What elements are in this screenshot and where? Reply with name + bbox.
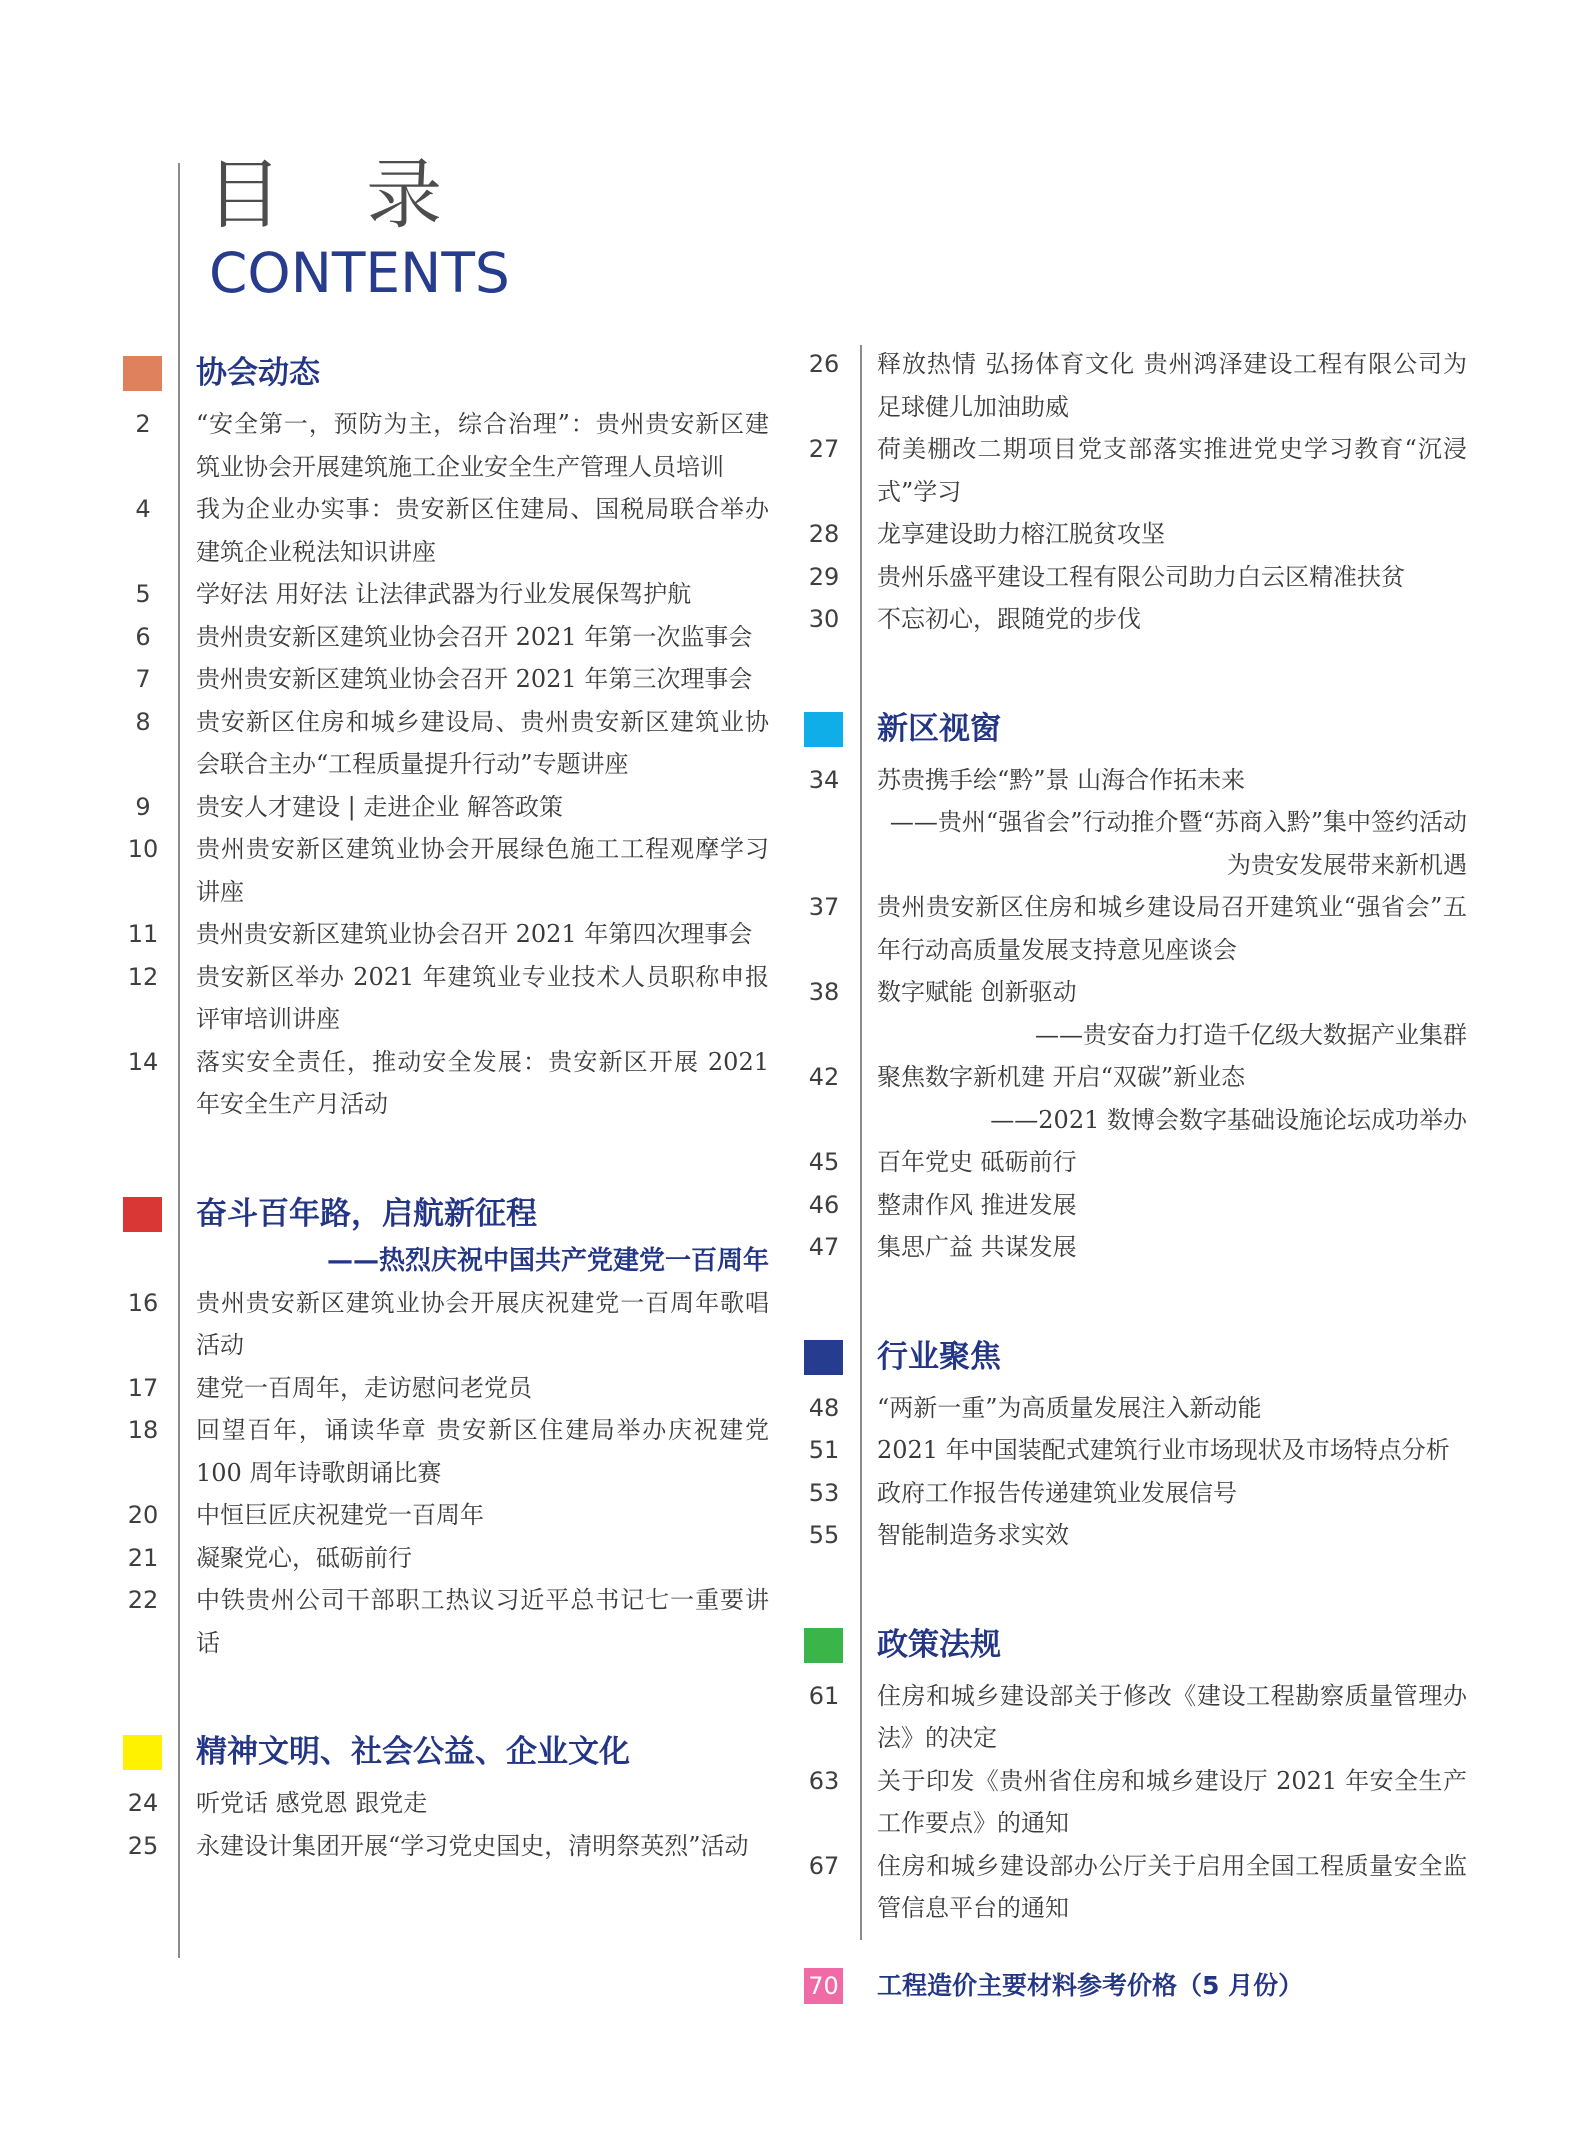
- toc-entry-title: 贵州贵安新区建筑业协会召开 2021 年第三次理事会: [196, 665, 753, 693]
- toc-entry-title: 贵安新区住房和城乡建设局、贵州贵安新区建筑业协会联合主办“工程质量提升行动”专题讲座: [196, 707, 769, 778]
- toc-entry-title: 不忘初心，跟随党的步伐: [877, 605, 1141, 633]
- section-title: 行业聚焦: [877, 1338, 1001, 1375]
- toc-entry[interactable]: [119, 658, 769, 701]
- section-header[interactable]: [119, 1722, 769, 1782]
- toc-page-number: 34: [808, 765, 840, 794]
- toc-entry-title: 整肃作风 推进发展: [877, 1190, 1077, 1219]
- toc-entry[interactable]: [119, 701, 769, 786]
- section-header[interactable]: [800, 699, 1480, 759]
- toc-entry-title: 建党一百周年，走访慰问老党员: [196, 1373, 532, 1402]
- toc-page-number: 22: [127, 1586, 159, 1614]
- right-toc-column: [800, 343, 1480, 1988]
- toc-entry-title: 集思广益 共谋发展: [877, 1233, 1077, 1261]
- toc-entry-title: 聚焦数字新机建 开启“双碳”新业态: [877, 1063, 1246, 1091]
- toc-page-number: 21: [127, 1543, 159, 1572]
- toc-entry-title: 住房和城乡建设部办公厅关于启用全国工程质量安全监管信息平台的通知: [877, 1851, 1467, 1922]
- toc-page-number: 5: [135, 580, 151, 608]
- toc-entry[interactable]: [119, 1367, 769, 1410]
- toc-page-number: 61: [808, 1681, 840, 1710]
- toc-entry-title: 贵州贵安新区建筑业协会开展绿色施工工程观摩学习讲座: [196, 835, 769, 906]
- toc-section: [119, 1722, 769, 1867]
- toc-entry-title: 荷美棚改二期项目党支部落实推进党史学习教育“沉浸式”学习: [877, 435, 1467, 506]
- toc-entry[interactable]: [119, 786, 769, 829]
- toc-entry-title: 学好法 用好法 让法律武器为行业发展保驾护航: [196, 580, 692, 608]
- page-title-en: CONTENTS: [209, 241, 510, 305]
- toc-page-number: 10: [127, 835, 159, 863]
- toc-page-number: 24: [127, 1789, 159, 1817]
- toc-entry-title: 中铁贵州公司干部职工热议习近平总书记七一重要讲话: [196, 1586, 769, 1657]
- toc-page-number: 63: [808, 1766, 840, 1795]
- toc-entry[interactable]: [800, 1429, 1480, 1472]
- toc-entry-subtitle: ——贵州“强省会”行动推介暨“苏商入黔”集中签约活动为贵安发展带来新机遇: [889, 808, 1467, 879]
- toc-page-number: 29: [808, 562, 840, 591]
- toc-entry-title: 苏贵携手绘“黔”景 山海合作拓未来: [877, 765, 1246, 794]
- section-color-marker: [804, 1628, 843, 1663]
- toc-page-number: 2: [135, 410, 151, 438]
- toc-continued-entries: [800, 343, 1480, 641]
- toc-entry[interactable]: [119, 1782, 769, 1825]
- toc-entry-title: “安全第一，预防为主，综合治理”：贵州贵安新区建筑业协会开展建筑施工企业安全生产管理人员培训: [196, 410, 769, 481]
- toc-entry[interactable]: [119, 1825, 769, 1868]
- toc-entry-title: 听党话 感党恩 跟党走: [196, 1789, 428, 1817]
- section-color-marker: [804, 712, 843, 747]
- toc-page-number: 47: [808, 1233, 840, 1261]
- toc-entry[interactable]: [800, 1675, 1480, 1760]
- left-toc-column: [119, 343, 769, 1925]
- toc-entry-title: 百年党史 砥砺前行: [877, 1148, 1077, 1176]
- toc-page-number: 12: [127, 962, 159, 991]
- toc-section: [800, 699, 1480, 1269]
- toc-entry-title: 释放热情 弘扬体育文化 贵州鸿泽建设工程有限公司为足球健儿加油助威: [877, 350, 1467, 421]
- section-title: 政策法规: [877, 1626, 1001, 1663]
- toc-entry[interactable]: [800, 1472, 1480, 1515]
- toc-entry-title: 关于印发《贵州省住房和城乡建设厅 2021 年安全生产工作要点》的通知: [877, 1766, 1467, 1837]
- toc-page-number: 38: [808, 978, 840, 1006]
- toc-entry-title: 我为企业办实事：贵安新区住建局、国税局联合举办建筑企业税法知识讲座: [196, 495, 769, 566]
- toc-entry[interactable]: [800, 513, 1480, 556]
- toc-entry-title: 中恒巨匠庆祝建党一百周年: [196, 1501, 484, 1529]
- section-header[interactable]: [119, 1184, 769, 1244]
- toc-page-number: 45: [808, 1148, 840, 1176]
- toc-entry-title: 贵州乐盛平建设工程有限公司助力白云区精准扶贫: [877, 562, 1405, 591]
- toc-entry[interactable]: [119, 616, 769, 659]
- toc-entry[interactable]: [800, 1514, 1480, 1557]
- toc-entry-title: 凝聚党心，砥砺前行: [196, 1543, 412, 1572]
- toc-page-number: 17: [127, 1373, 159, 1402]
- toc-entry-title: 贵安新区举办 2021 年建筑业专业技术人员职称申报评审培训讲座: [196, 962, 769, 1033]
- toc-entry-title: 数字赋能 创新驱动: [877, 978, 1077, 1006]
- toc-entry[interactable]: [119, 573, 769, 616]
- toc-entry[interactable]: [800, 343, 1480, 428]
- toc-page-number: 42: [808, 1063, 840, 1091]
- toc-entry-title: 2021 年中国装配式建筑行业市场现状及市场特点分析: [877, 1436, 1450, 1464]
- toc-entry[interactable]: [800, 886, 1480, 971]
- toc-page-number: 16: [127, 1288, 159, 1317]
- toc-entry[interactable]: [119, 1494, 769, 1537]
- toc-page-number: 27: [808, 435, 840, 463]
- toc-page-number: 30: [808, 605, 840, 633]
- toc-entry-subtitle: ——2021 数博会数字基础设施论坛成功举办: [990, 1105, 1467, 1134]
- toc-section: [119, 343, 769, 1126]
- toc-entry[interactable]: [800, 1387, 1480, 1430]
- final-page-number: 70: [804, 1968, 843, 2004]
- toc-page-number: 18: [127, 1416, 159, 1444]
- toc-entry[interactable]: [800, 1141, 1480, 1184]
- toc-entry-subtitle: ——贵安奋力打造千亿级大数据产业集群: [1035, 1020, 1467, 1049]
- toc-entry[interactable]: [119, 956, 769, 1041]
- toc-entry[interactable]: [800, 1056, 1480, 1141]
- toc-entry[interactable]: [800, 598, 1480, 641]
- section-header[interactable]: [800, 1615, 1480, 1675]
- section-header[interactable]: [800, 1327, 1480, 1387]
- toc-entry[interactable]: [119, 488, 769, 573]
- toc-page-number: 8: [135, 707, 151, 736]
- toc-page-number: 14: [127, 1047, 159, 1076]
- toc-entry[interactable]: [119, 1409, 769, 1494]
- toc-entry[interactable]: [119, 1537, 769, 1580]
- toc-page-number: 28: [808, 520, 840, 548]
- toc-entry[interactable]: [119, 913, 769, 956]
- toc-entry-title: 贵州贵安新区建筑业协会召开 2021 年第四次理事会: [196, 920, 753, 948]
- section-header[interactable]: [119, 343, 769, 403]
- final-entry-title: 工程造价主要材料参考价格（5 月份）: [877, 1971, 1304, 2000]
- toc-page-number: 9: [135, 792, 151, 821]
- toc-page-number: 7: [135, 665, 151, 693]
- section-color-marker: [123, 356, 162, 391]
- toc-entry[interactable]: [800, 1226, 1480, 1269]
- toc-entry-title: 落实安全责任，推动安全发展：贵安新区开展 2021 年安全生产月活动: [196, 1047, 769, 1118]
- toc-entry-title: 龙享建设助力榕江脱贫攻坚: [877, 520, 1165, 548]
- section-title: 协会动态: [196, 355, 320, 391]
- toc-entry-title: 智能制造务求实效: [877, 1521, 1069, 1549]
- toc-section: [800, 1327, 1480, 1557]
- toc-entry[interactable]: [800, 428, 1480, 513]
- toc-entry-title: 贵州贵安新区住房和城乡建设局召开建筑业“强省会”五年行动高质量发展支持意见座谈会: [877, 893, 1467, 964]
- toc-entry[interactable]: [119, 403, 769, 488]
- toc-page-number: 67: [808, 1851, 840, 1880]
- section-color-marker: [123, 1735, 162, 1770]
- toc-entry[interactable]: [800, 1184, 1480, 1227]
- section-title: 新区视窗: [877, 710, 1001, 747]
- toc-entry[interactable]: [800, 1845, 1480, 1930]
- toc-page-number: 4: [135, 495, 151, 523]
- toc-page-number: 26: [808, 350, 840, 378]
- toc-page-number: 25: [127, 1831, 159, 1860]
- toc-page-number: 11: [127, 920, 159, 948]
- toc-entry-title: “两新一重”为高质量发展注入新动能: [877, 1393, 1262, 1422]
- section-subtitle: ——热烈庆祝中国共产党建党一百周年: [326, 1245, 769, 1276]
- toc-entry[interactable]: [800, 556, 1480, 599]
- toc-page-number: 6: [135, 622, 151, 651]
- toc-page-number: 37: [808, 893, 840, 921]
- toc-entry-title: 贵州贵安新区建筑业协会召开 2021 年第一次监事会: [196, 622, 753, 651]
- toc-entry[interactable]: [800, 1760, 1480, 1845]
- toc-entry[interactable]: [800, 971, 1480, 1056]
- toc-entry-title: 政府工作报告传递建筑业发展信号: [877, 1478, 1237, 1507]
- toc-entry-title: 永建设计集团开展“学习党史国史，清明祭英烈”活动: [196, 1831, 749, 1860]
- toc-page-number: 53: [808, 1478, 840, 1507]
- toc-page-number: 46: [808, 1190, 840, 1219]
- section-title: 奋斗百年路，启航新征程: [196, 1195, 537, 1232]
- toc-entry[interactable]: [119, 1579, 769, 1664]
- toc-page-number: 20: [127, 1501, 159, 1529]
- toc-entry[interactable]: [800, 759, 1480, 887]
- toc-entry[interactable]: [119, 1282, 769, 1367]
- toc-entry[interactable]: [119, 828, 769, 913]
- section-color-marker: [123, 1197, 162, 1232]
- toc-entry[interactable]: [119, 1041, 769, 1126]
- toc-section: [119, 1184, 769, 1665]
- section-title: 精神文明、社会公益、企业文化: [196, 1734, 630, 1770]
- section-color-marker: [804, 1340, 843, 1375]
- toc-entry-title: 住房和城乡建设部关于修改《建设工程勘察质量管理办法》的决定: [877, 1681, 1467, 1752]
- toc-section: [800, 1615, 1480, 1930]
- toc-page-number: 55: [808, 1521, 840, 1549]
- toc-entry-title: 贵安人才建设 | 走进企业 解答政策: [196, 792, 563, 821]
- toc-page-number: 51: [808, 1436, 840, 1464]
- toc-entry-title: 回望百年，诵读华章 贵安新区住建局举办庆祝建党 100 周年诗歌朗诵比赛: [196, 1416, 769, 1487]
- toc-page-number: 48: [808, 1393, 840, 1422]
- page-title-cn: 目 录: [206, 150, 473, 239]
- toc-entry-title: 贵州贵安新区建筑业协会开展庆祝建党一百周年歌唱活动: [196, 1288, 769, 1359]
